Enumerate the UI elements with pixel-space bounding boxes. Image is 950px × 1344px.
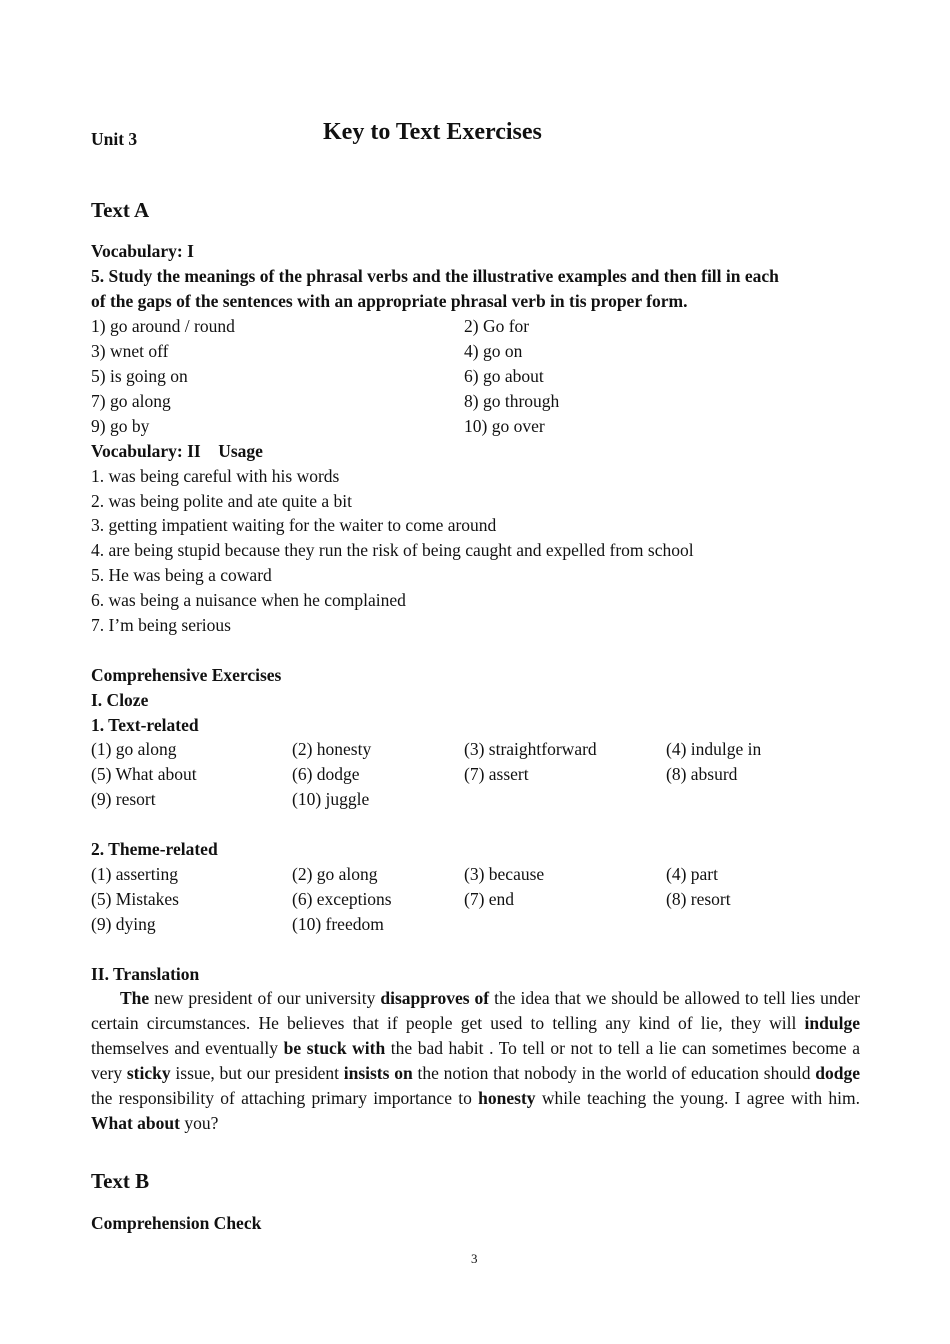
vocab-1-answer: 7) go along	[91, 391, 171, 411]
text-b-heading: Text B	[91, 1169, 150, 1193]
translation-segment: while teaching the young. I agree with him.	[535, 1088, 860, 1108]
cloze-answer: (9) resort	[91, 789, 156, 809]
cloze-answer: (8) absurd	[666, 764, 738, 784]
translation-segment: new president of our university	[149, 988, 381, 1008]
vocab-1-instruction-line-2: of the gaps of the sentences with an appropriate phrasal verb in tis proper form.	[91, 291, 688, 311]
theme-related-heading: 2. Theme-related	[91, 839, 218, 859]
cloze-answer: (10) juggle	[292, 789, 370, 809]
translation-segment: What about	[91, 1113, 180, 1133]
translation-heading: II. Translation	[91, 964, 200, 984]
translation-segment: dodge	[815, 1063, 860, 1083]
vocab-2-answer: 3. getting impatient waiting for the waiter to come around	[91, 515, 497, 535]
cloze-answer: (2) go along	[292, 864, 378, 884]
translation-segment: be stuck with	[283, 1038, 386, 1058]
translation-segment: the notion that nobody in the world of education should	[412, 1063, 816, 1083]
comprehension-check-heading: Comprehension Check	[91, 1213, 262, 1233]
vocab-1-answer: 5) is going on	[91, 366, 188, 386]
translation-segment: disapproves of	[380, 988, 490, 1008]
vocab-1-instruction-line-1: 5. Study the meanings of the phrasal verbs and the illustrative examples and then fill in each	[91, 266, 779, 286]
cloze-answer: (4) indulge in	[666, 739, 762, 759]
translation-paragraph	[91, 986, 860, 1136]
cloze-answer: (10) freedom	[292, 914, 384, 934]
vocab-2-answer: 5. He was being a coward	[91, 565, 272, 585]
text-a-heading: Text A	[91, 198, 150, 222]
cloze-heading: I. Cloze	[91, 690, 149, 710]
translation-segment: The	[120, 988, 150, 1008]
vocab-1-answer: 10) go over	[464, 416, 545, 436]
cloze-answer: (2) honesty	[292, 739, 372, 759]
text-related-heading: 1. Text-related	[91, 715, 199, 735]
translation-segment: honesty	[478, 1088, 536, 1108]
cloze-answer: (6) exceptions	[292, 889, 392, 909]
vocab-1-answer: 3) wnet off	[91, 341, 169, 361]
translation-segment: indulge	[804, 1013, 860, 1033]
cloze-answer: (3) because	[464, 864, 545, 884]
cloze-answer: (5) Mistakes	[91, 889, 179, 909]
translation-segment: the idea that we should be allowed to tell lies under certain circumstances. He believes that if people get used to telling any kind of lie, they will	[91, 988, 860, 1033]
vocab-1-answer: 9) go by	[91, 416, 150, 436]
translation-segment: insists on	[343, 1063, 413, 1083]
cloze-answer: (3) straightforward	[464, 739, 597, 759]
vocab-2-answer: 1. was being careful with his words	[91, 466, 340, 486]
translation-segment: the responsibility of attaching primary importance to	[91, 1088, 479, 1108]
translation-segment: you?	[179, 1113, 219, 1133]
vocab-1-answer: 1) go around / round	[91, 316, 235, 336]
page-number: 3	[471, 1251, 478, 1266]
cloze-answer: (8) resort	[666, 889, 731, 909]
cloze-answer: (6) dodge	[292, 764, 360, 784]
cloze-answer: (1) asserting	[91, 864, 178, 884]
vocab-1-answer: 8) go through	[464, 391, 560, 411]
translation-segment: sticky	[126, 1063, 171, 1083]
comprehensive-heading: Comprehensive Exercises	[91, 665, 282, 685]
vocab-1-answer: 6) go about	[464, 366, 544, 386]
unit-label: Unit 3	[91, 129, 138, 149]
translation-segment: issue, but our president	[170, 1063, 344, 1083]
page-title: Key to Text Exercises	[323, 119, 542, 145]
vocab-2-label: Vocabulary: II Usage	[91, 441, 263, 461]
cloze-answer: (1) go along	[91, 739, 177, 759]
vocab-1-label: Vocabulary: I	[91, 241, 194, 261]
vocab-2-answer: 2. was being polite and ate quite a bit	[91, 491, 352, 511]
vocab-2-answer: 6. was being a nuisance when he complained	[91, 590, 406, 610]
cloze-answer: (7) end	[464, 889, 515, 909]
vocab-1-answer: 4) go on	[464, 341, 523, 361]
vocab-1-answer: 2) Go for	[464, 316, 530, 336]
vocab-2-answer: 7. I’m being serious	[91, 615, 231, 635]
translation-segment: the bad habit . To tell or not to tell a lie can sometimes become a very	[91, 1038, 860, 1083]
vocab-2-answer: 4. are being stupid because they run the risk of being caught and expelled from school	[91, 540, 694, 560]
translation-segment: themselves and eventually	[91, 1038, 284, 1058]
cloze-answer: (7) assert	[464, 764, 529, 784]
cloze-answer: (5) What about	[91, 764, 197, 784]
cloze-answer: (9) dying	[91, 914, 156, 934]
cloze-answer: (4) part	[666, 864, 718, 884]
